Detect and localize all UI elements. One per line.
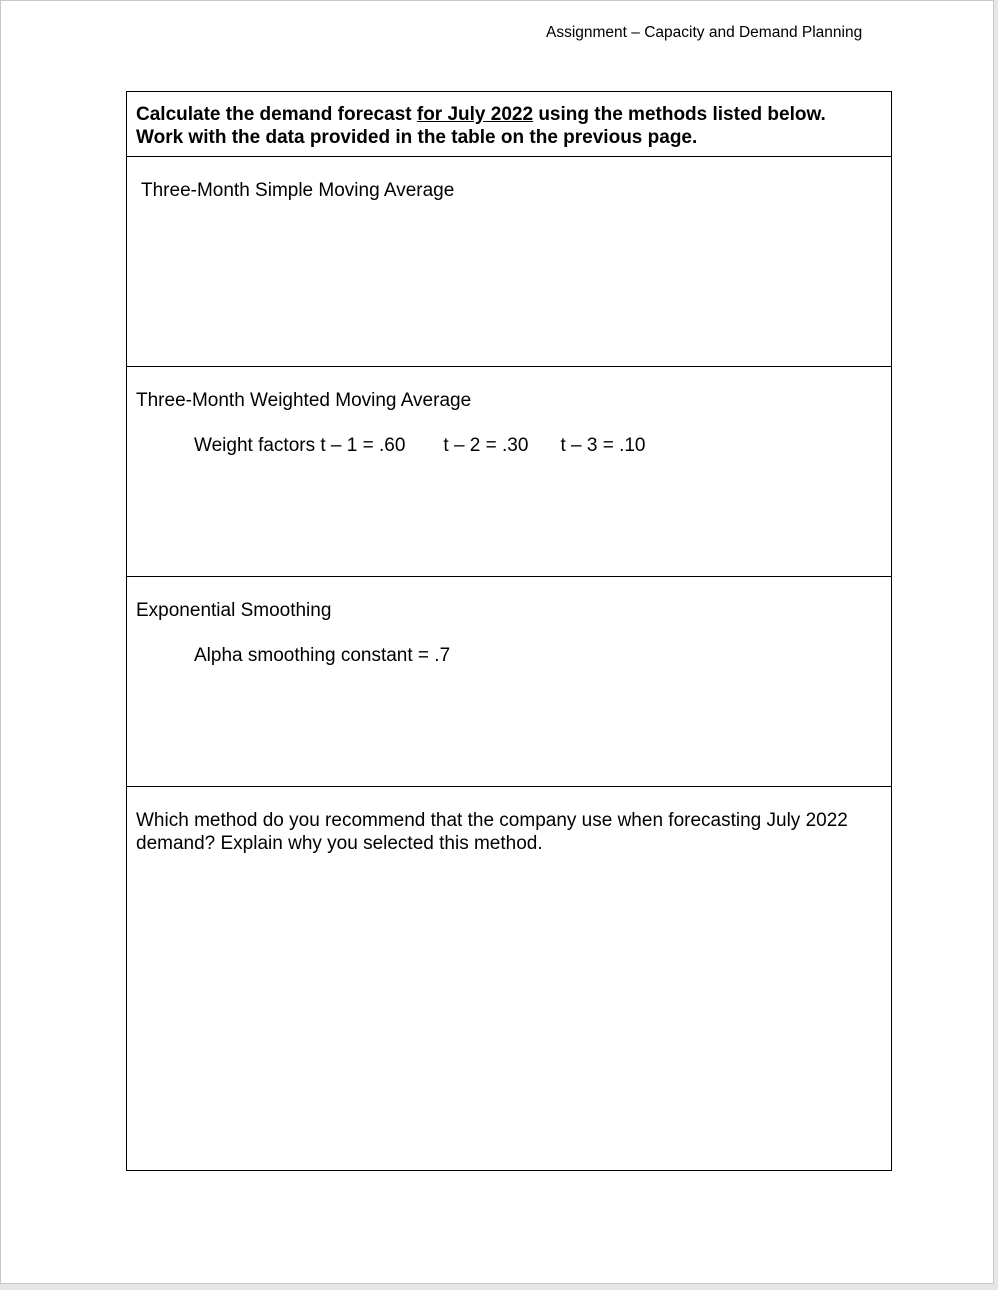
wma-weight-t3: t – 3 = .10 bbox=[560, 435, 646, 456]
instructions-suffix: using the methods listed below. bbox=[533, 104, 826, 125]
sma-title: Three-Month Simple Moving Average bbox=[141, 180, 455, 201]
weighted-moving-average-cell bbox=[127, 367, 891, 577]
exp-title: Exponential Smoothing bbox=[136, 600, 332, 621]
instructions-line2: Work with the data provided in the table on the previous page. bbox=[136, 127, 698, 148]
running-header: Assignment – Capacity and Demand Planning bbox=[546, 24, 863, 41]
wma-title: Three-Month Weighted Moving Average bbox=[136, 390, 472, 411]
instructions-prefix: Calculate the demand forecast bbox=[136, 104, 417, 125]
wma-weight-t2: t – 2 = .30 bbox=[443, 435, 529, 456]
forecast-worksheet-table bbox=[126, 91, 892, 1171]
wma-weight-t1: Weight factors t – 1 = .60 bbox=[194, 435, 406, 456]
instructions-cell bbox=[127, 92, 891, 157]
recommendation-question: Which method do you recommend that the company use when forecasting July 2022 demand? Explain why you selected this method. bbox=[136, 810, 848, 854]
recommendation-cell bbox=[127, 787, 891, 1170]
instructions-underlined: for July 2022 bbox=[416, 104, 534, 125]
exponential-smoothing-cell bbox=[127, 577, 891, 787]
simple-moving-average-cell bbox=[127, 157, 891, 367]
exp-alpha: Alpha smoothing constant = .7 bbox=[194, 645, 451, 666]
wma-weights bbox=[136, 434, 881, 457]
